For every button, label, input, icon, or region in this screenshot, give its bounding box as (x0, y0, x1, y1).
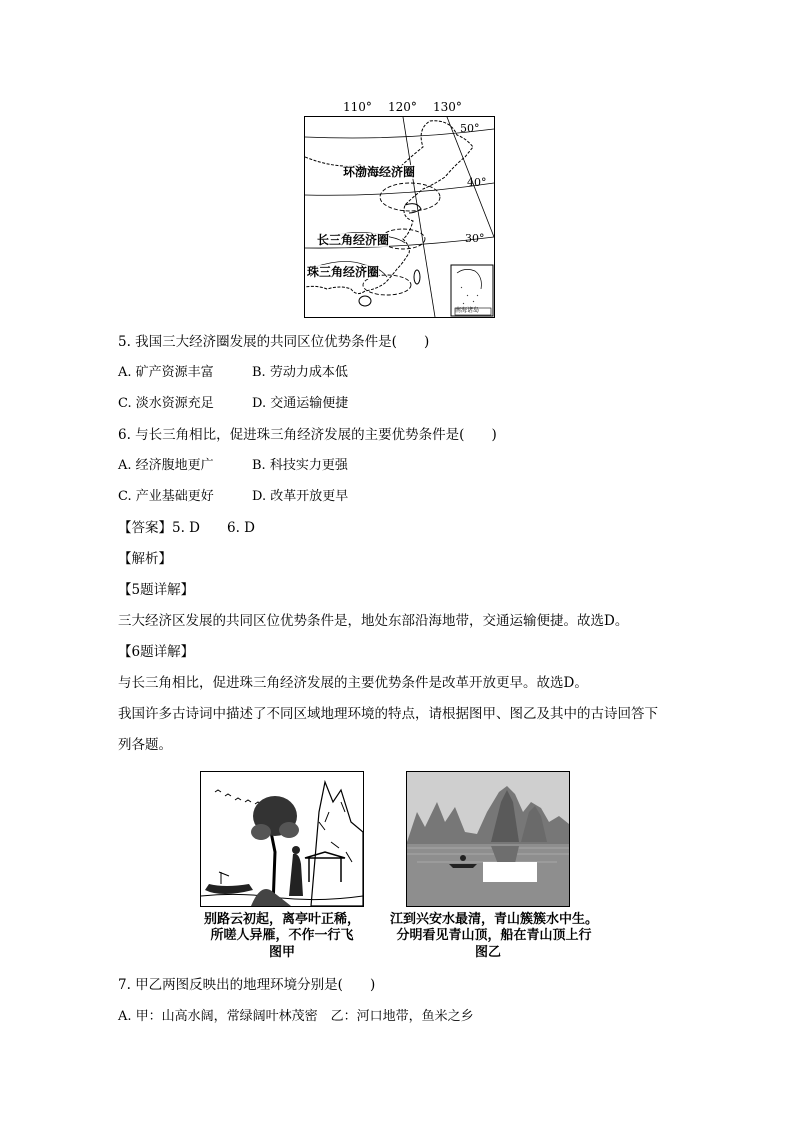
latitude-label-50: 50° (460, 122, 480, 135)
q6-detail-title: 【6题详解】 (118, 644, 195, 660)
latitude-label-40: 40° (467, 176, 487, 189)
answer-line: 【答案】5. D 6. D (118, 520, 255, 536)
yangtze-delta-label: 长三角经济圈 (317, 233, 390, 247)
q5-option-d: D. 交通运输便捷 (252, 396, 349, 411)
bohai-circle-label: 环渤海经济圈 (343, 165, 416, 179)
q6-option-a: A. 经济腹地更广 (118, 458, 214, 473)
analysis-title: 【解析】 (118, 551, 172, 567)
q6-option-d: D. 改革开放更早 (252, 489, 349, 504)
figure-jia-drawing (201, 772, 363, 906)
q5-option-b: B. 劳动力成本低 (252, 365, 348, 380)
map-drawing (305, 117, 494, 317)
longitude-label-120: 120° (388, 100, 417, 114)
question-5-stem: 5. 我国三大经济圈发展的共同区位优势条件是( ) (118, 334, 430, 350)
figure-yi-drawing (407, 772, 569, 906)
inset-label: 南海诸岛 (455, 307, 480, 314)
question-6-stem: 6. 与长三角相比，促进珠三角经济发展的主要优势条件是( ) (118, 427, 497, 443)
intro-line-1: 我国许多古诗词中描述了不同区域地理环境的特点，请根据图甲、图乙及其中的古诗回答下 (118, 706, 658, 722)
q5-option-c: C. 淡水资源充足 (118, 396, 214, 411)
economic-circles-map (304, 116, 495, 318)
intro-line-2: 列各题。 (118, 737, 172, 753)
figure-jia-poem-line-1: 别路云初起，离亭叶正稀， (203, 912, 360, 927)
q5-option-a: A. 矿产资源丰富 (118, 365, 214, 380)
question-7-stem: 7. 甲乙两图反映出的地理环境分别是( ) (118, 977, 376, 993)
figure-jia-label: 图甲 (268, 945, 295, 960)
figure-jia-poem-line-2: 所嗟人异雁，不作一行飞 (210, 928, 354, 943)
q6-option-c: C. 产业基础更好 (118, 489, 214, 504)
figure-yi-label: 图乙 (474, 945, 501, 960)
q7-option-a: A. 甲：山高水阔，常绿阔叶林茂密 乙：河口地带，鱼米之乡 (118, 1009, 474, 1024)
figure-yi-poem-line-1: 江到兴安水最清，青山簇簇水中生。 (389, 912, 598, 927)
figure-jia-illustration (200, 771, 364, 907)
q5-detail-text: 三大经济区发展的共同区位优势条件是，地处东部沿海地带，交通运输便捷。故选D。 (118, 613, 629, 629)
figure-yi-poem-line-2: 分明看见青山顶，船在青山顶上行 (396, 928, 592, 943)
q6-option-b: B. 科技实力更强 (252, 458, 348, 473)
figure-yi-illustration (406, 771, 570, 907)
longitude-label-130: 130° (433, 100, 462, 114)
q6-detail-text: 与长三角相比，促进珠三角经济发展的主要优势条件是改革开放更早。故选D。 (118, 675, 588, 691)
longitude-label-110: 110° (343, 100, 372, 114)
q5-detail-title: 【5题详解】 (118, 582, 195, 598)
latitude-label-30: 30° (465, 232, 485, 245)
pearl-delta-label: 珠三角经济圈 (307, 265, 380, 279)
